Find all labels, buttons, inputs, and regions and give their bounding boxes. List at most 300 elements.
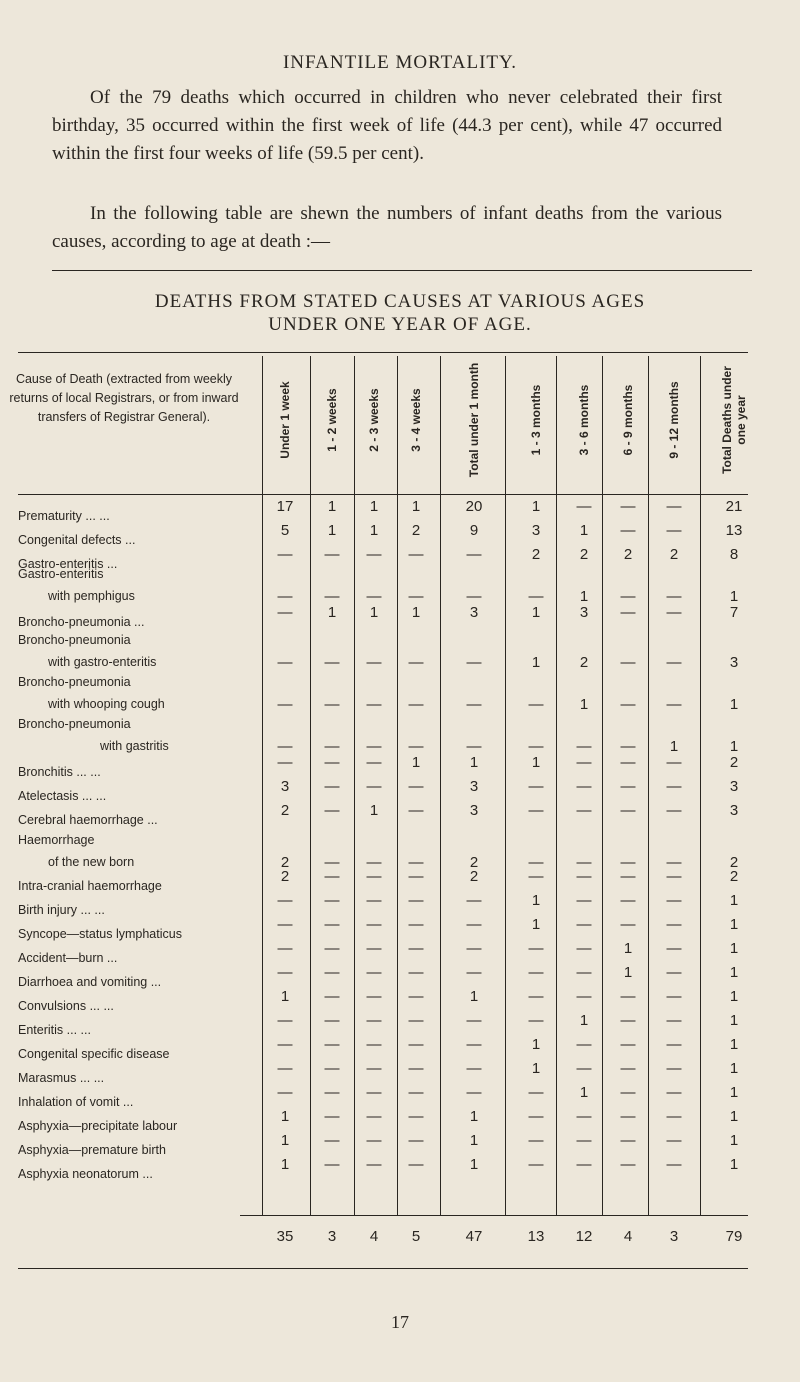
table-cell: — bbox=[666, 868, 682, 885]
cause-label-line1: Prematurity ... ... bbox=[18, 509, 110, 523]
table-cell: — bbox=[324, 754, 340, 771]
table-cell: — bbox=[466, 696, 482, 713]
table-cell: 1 bbox=[579, 696, 589, 713]
cause-label-line1: Asphyxia neonatorum ... bbox=[18, 1167, 153, 1181]
cause-label bbox=[18, 832, 258, 870]
table-cell: — bbox=[666, 988, 682, 1005]
table-cell: 1 bbox=[369, 604, 379, 621]
table-cell: 1 bbox=[411, 498, 421, 515]
table-cell: 1 bbox=[729, 916, 739, 933]
total-cell: 5 bbox=[411, 1228, 421, 1245]
table-cell: — bbox=[466, 654, 482, 671]
table-cell: — bbox=[620, 802, 636, 819]
table-cell: — bbox=[366, 754, 382, 771]
cause-label-line1: Cerebral haemorrhage ... bbox=[18, 813, 158, 827]
cause-label-line2: with whooping cough bbox=[48, 697, 165, 711]
table-cell: 8 bbox=[729, 546, 739, 563]
table-cell: — bbox=[576, 754, 592, 771]
table-cell: — bbox=[528, 696, 544, 713]
header-bottom-rule bbox=[18, 494, 748, 495]
table-cell: — bbox=[408, 1036, 424, 1053]
table-cell: 20 bbox=[465, 498, 483, 515]
table-cell: — bbox=[277, 916, 293, 933]
table-cell: — bbox=[666, 892, 682, 909]
table-cell: — bbox=[620, 1060, 636, 1077]
table-cell: — bbox=[277, 696, 293, 713]
col-total-under-1-month-header bbox=[462, 350, 486, 490]
table-cell: — bbox=[277, 1060, 293, 1077]
table-cell: — bbox=[277, 754, 293, 771]
table-cell: — bbox=[620, 696, 636, 713]
table-cell: — bbox=[620, 588, 636, 605]
table-cell: 3 bbox=[469, 802, 479, 819]
cause-column-header: Cause of Death (extracted from weekly returns of local Registrars, or from inward transfers of Registrar General). bbox=[9, 372, 239, 424]
table-cell: — bbox=[528, 1156, 544, 1173]
table-cell: 1 bbox=[669, 738, 679, 755]
table-cell: — bbox=[528, 738, 544, 755]
table-cell: — bbox=[576, 868, 592, 885]
table-cell: — bbox=[528, 778, 544, 795]
column-divider bbox=[505, 356, 506, 1216]
cause-label bbox=[18, 788, 258, 804]
table-cell: — bbox=[620, 754, 636, 771]
cause-label bbox=[18, 674, 258, 712]
table-cell: 1 bbox=[280, 1132, 290, 1149]
total-cell: 79 bbox=[725, 1228, 743, 1245]
table-cell: — bbox=[408, 1132, 424, 1149]
column-divider bbox=[440, 356, 441, 1216]
table-cell: 1 bbox=[729, 696, 739, 713]
table-cell: — bbox=[324, 802, 340, 819]
cause-label-line1: Bronchitis ... ... bbox=[18, 765, 101, 779]
table-cell: — bbox=[366, 854, 382, 871]
table-cell: 2 bbox=[280, 802, 290, 819]
table-cell: 1 bbox=[280, 988, 290, 1005]
table-cell: — bbox=[666, 916, 682, 933]
col-6-9-months-label: 6 - 9 months bbox=[621, 384, 635, 456]
total-cell: 4 bbox=[623, 1228, 633, 1245]
cause-label-line2: with gastro-enteritis bbox=[48, 655, 157, 669]
table-cell: — bbox=[366, 964, 382, 981]
table-cell: — bbox=[666, 588, 682, 605]
table-cell: 1 bbox=[623, 964, 633, 981]
col-2-3-weeks-label: 2 - 3 weeks bbox=[367, 388, 381, 452]
table-cell: 1 bbox=[369, 802, 379, 819]
table-cell: — bbox=[324, 588, 340, 605]
cause-label bbox=[18, 974, 258, 990]
table-cell: — bbox=[408, 964, 424, 981]
table-cell: 3 bbox=[729, 778, 739, 795]
table-cell: — bbox=[366, 868, 382, 885]
table-cell: 1 bbox=[531, 604, 541, 621]
col-1-2-weeks-label: 1 - 2 weeks bbox=[325, 388, 339, 452]
table-cell: — bbox=[277, 604, 293, 621]
table-cell: — bbox=[366, 588, 382, 605]
table-cell: — bbox=[666, 1012, 682, 1029]
cause-label bbox=[18, 508, 258, 524]
table-cell: 1 bbox=[729, 1156, 739, 1173]
table-cell: — bbox=[576, 964, 592, 981]
table-cell: — bbox=[408, 802, 424, 819]
table-cell: — bbox=[576, 802, 592, 819]
table-cell: — bbox=[366, 988, 382, 1005]
table-cell: — bbox=[620, 522, 636, 539]
col-3-4-weeks-label: 3 - 4 weeks bbox=[409, 388, 423, 452]
cause-label bbox=[18, 812, 258, 828]
table-cell: — bbox=[666, 1156, 682, 1173]
cause-label bbox=[18, 926, 258, 942]
table-cell: — bbox=[528, 588, 544, 605]
table-cell: — bbox=[408, 778, 424, 795]
table-intro-paragraph: In the following table are shewn the numbers of infant deaths from the various causes, according to age at death :— bbox=[52, 203, 722, 252]
table-cell: 2 bbox=[579, 654, 589, 671]
cause-label bbox=[18, 632, 258, 670]
table-cell: 1 bbox=[729, 738, 739, 755]
page-number: 17 bbox=[391, 1312, 409, 1332]
table-cell: 1 bbox=[531, 1036, 541, 1053]
table-cell: — bbox=[408, 940, 424, 957]
table-cell: — bbox=[324, 778, 340, 795]
table-cell: — bbox=[408, 738, 424, 755]
table-title-line2: UNDER ONE YEAR OF AGE. bbox=[268, 314, 532, 335]
table-cell: 2 bbox=[469, 868, 479, 885]
table-cell: — bbox=[408, 1060, 424, 1077]
table-cell: — bbox=[408, 1108, 424, 1125]
table-cell: 3 bbox=[729, 654, 739, 671]
table-cell: — bbox=[277, 1036, 293, 1053]
table-cell: 1 bbox=[579, 1084, 589, 1101]
table-cell: 1 bbox=[729, 1084, 739, 1101]
total-cell: 4 bbox=[369, 1228, 379, 1245]
table-cell: 9 bbox=[469, 522, 479, 539]
table-cell: 1 bbox=[327, 604, 337, 621]
col-under-1-week-header bbox=[273, 350, 297, 490]
cause-label-line1: Broncho-pneumonia ... bbox=[18, 615, 145, 629]
table-cell: — bbox=[366, 1156, 382, 1173]
table-cell: 3 bbox=[579, 604, 589, 621]
table-cell: — bbox=[366, 778, 382, 795]
table-cell: — bbox=[666, 654, 682, 671]
cause-label bbox=[18, 1094, 258, 1110]
cause-label-line1: Broncho-pneumonia bbox=[18, 717, 131, 731]
table-cell: — bbox=[528, 1132, 544, 1149]
cause-label bbox=[18, 1142, 258, 1158]
column-divider bbox=[700, 356, 701, 1216]
cause-label-line1: Enteritis ... ... bbox=[18, 1023, 91, 1037]
table-cell: — bbox=[366, 1108, 382, 1125]
table-cell: 1 bbox=[327, 498, 337, 515]
table-cell: — bbox=[466, 546, 482, 563]
table-cell: 1 bbox=[280, 1156, 290, 1173]
table-cell: — bbox=[324, 1108, 340, 1125]
table-cell: — bbox=[576, 738, 592, 755]
cause-label bbox=[18, 614, 258, 630]
cause-label-line1: Marasmus ... ... bbox=[18, 1071, 105, 1085]
table-cell: — bbox=[528, 1084, 544, 1101]
table-cell: 13 bbox=[725, 522, 743, 539]
table-cell: — bbox=[324, 964, 340, 981]
col-1-3-months-label: 1 - 3 months bbox=[529, 384, 543, 456]
table-cell: 1 bbox=[280, 1108, 290, 1125]
table-cell: — bbox=[666, 498, 682, 515]
cause-label bbox=[18, 566, 258, 604]
table-cell: — bbox=[620, 1036, 636, 1053]
table-cell: — bbox=[324, 696, 340, 713]
cause-label-line1: Haemorrhage bbox=[18, 833, 95, 847]
table-cell: — bbox=[408, 696, 424, 713]
table-cell: — bbox=[576, 498, 592, 515]
cause-label-line1: Birth injury ... ... bbox=[18, 903, 105, 917]
table-cell: — bbox=[408, 546, 424, 563]
table-cell: — bbox=[466, 1084, 482, 1101]
table-cell: — bbox=[366, 1084, 382, 1101]
cause-label-line1: Congenital specific disease bbox=[18, 1047, 170, 1061]
page-heading: INFANTILE MORTALITY. bbox=[282, 52, 518, 73]
cause-label bbox=[18, 1166, 258, 1182]
table-cell: 5 bbox=[280, 522, 290, 539]
table-cell: — bbox=[466, 964, 482, 981]
table-cell: 1 bbox=[729, 1012, 739, 1029]
cause-label-line1: Gastro-enteritis bbox=[18, 567, 104, 581]
cause-label bbox=[18, 532, 258, 548]
table-cell: — bbox=[277, 738, 293, 755]
table-cell: 1 bbox=[531, 892, 541, 909]
cause-label-line1: Convulsions ... ... bbox=[18, 999, 114, 1013]
cause-label bbox=[18, 902, 258, 918]
table-cell: — bbox=[620, 1012, 636, 1029]
table-cell: — bbox=[466, 738, 482, 755]
cause-label bbox=[18, 878, 258, 894]
table-cell: 1 bbox=[531, 916, 541, 933]
table-cell: — bbox=[620, 892, 636, 909]
table-cell: — bbox=[620, 854, 636, 871]
table-cell: — bbox=[576, 892, 592, 909]
col-3-6-months-label: 3 - 6 months bbox=[577, 384, 591, 456]
total-cell: 35 bbox=[276, 1228, 294, 1245]
table-cell: — bbox=[620, 916, 636, 933]
col-1-3-months-header bbox=[524, 350, 548, 490]
table-cell: — bbox=[324, 916, 340, 933]
col-1-2-weeks-header bbox=[320, 350, 344, 490]
table-cell: — bbox=[466, 940, 482, 957]
table-cell: 2 bbox=[669, 546, 679, 563]
table-cell: 21 bbox=[725, 498, 743, 515]
table-cell: — bbox=[620, 1132, 636, 1149]
table-cell: 1 bbox=[469, 754, 479, 771]
table-cell: — bbox=[324, 868, 340, 885]
table-cell: — bbox=[324, 1156, 340, 1173]
table-cell: — bbox=[528, 940, 544, 957]
table-cell: 1 bbox=[729, 1108, 739, 1125]
table-cell: — bbox=[324, 1084, 340, 1101]
cause-label-line1: Inhalation of vomit ... bbox=[18, 1095, 134, 1109]
table-cell: — bbox=[324, 854, 340, 871]
cause-label bbox=[18, 764, 258, 780]
table-cell: — bbox=[408, 868, 424, 885]
col-6-9-months-header bbox=[616, 350, 640, 490]
table-cell: — bbox=[408, 654, 424, 671]
table-cell: 1 bbox=[579, 522, 589, 539]
table-cell: — bbox=[666, 754, 682, 771]
table-cell: — bbox=[620, 604, 636, 621]
table-cell: — bbox=[277, 1084, 293, 1101]
cause-label-line1: Diarrhoea and vomiting ... bbox=[18, 975, 162, 989]
cause-label-line1: Asphyxia—premature birth bbox=[18, 1143, 166, 1157]
table-cell: — bbox=[620, 1108, 636, 1125]
table-cell: — bbox=[408, 854, 424, 871]
table-cell: — bbox=[620, 654, 636, 671]
table-cell: — bbox=[466, 1012, 482, 1029]
table-cell: — bbox=[408, 1084, 424, 1101]
table-cell: 2 bbox=[623, 546, 633, 563]
table-cell: 2 bbox=[469, 854, 479, 871]
total-cell: 3 bbox=[669, 1228, 679, 1245]
table-cell: 2 bbox=[729, 754, 739, 771]
col-3-6-months-header bbox=[572, 350, 596, 490]
col-9-12-months-label: 9 - 12 months bbox=[667, 381, 681, 459]
table-cell: — bbox=[576, 1108, 592, 1125]
table-cell: — bbox=[666, 1084, 682, 1101]
table-cell: — bbox=[620, 738, 636, 755]
table-cell: 7 bbox=[729, 604, 739, 621]
table-cell: 1 bbox=[579, 588, 589, 605]
table-cell: — bbox=[277, 964, 293, 981]
col-total-under-one-year-header bbox=[722, 350, 746, 490]
table-cell: 2 bbox=[280, 854, 290, 871]
cause-label-line2: of the new born bbox=[48, 855, 135, 869]
table-cell: 1 bbox=[531, 654, 541, 671]
table-cell: 2 bbox=[280, 868, 290, 885]
table-cell: — bbox=[324, 1012, 340, 1029]
table-cell: — bbox=[366, 892, 382, 909]
table-cell: — bbox=[620, 868, 636, 885]
cause-label bbox=[18, 1118, 258, 1134]
table-cell: — bbox=[324, 892, 340, 909]
table-cell: — bbox=[366, 940, 382, 957]
table-cell: 2 bbox=[411, 522, 421, 539]
table-cell: 1 bbox=[531, 1060, 541, 1077]
table-cell: 2 bbox=[579, 546, 589, 563]
cause-label-line2: with pemphigus bbox=[48, 589, 135, 603]
table-cell: — bbox=[576, 1036, 592, 1053]
table-cell: 3 bbox=[469, 604, 479, 621]
table-cell: — bbox=[576, 1132, 592, 1149]
cause-label bbox=[18, 950, 258, 966]
cause-label-line1: Syncope—status lymphaticus bbox=[18, 927, 182, 941]
cause-label bbox=[18, 716, 258, 754]
table-cell: — bbox=[466, 1036, 482, 1053]
col-total-under-1-month-label: Total under 1 month bbox=[467, 362, 481, 478]
cause-label-line1: Broncho-pneumonia bbox=[18, 675, 131, 689]
table-cell: 3 bbox=[469, 778, 479, 795]
table-cell: 2 bbox=[729, 868, 739, 885]
table-cell: 17 bbox=[276, 498, 294, 515]
cause-label-line1: Gastro-enteritis ... bbox=[18, 557, 118, 571]
table-cell: 1 bbox=[327, 522, 337, 539]
table-cell: — bbox=[620, 988, 636, 1005]
total-cell: 13 bbox=[527, 1228, 545, 1245]
col-2-3-weeks-header bbox=[362, 350, 386, 490]
table-cell: — bbox=[324, 988, 340, 1005]
cause-label-line1: Broncho-pneumonia bbox=[18, 633, 131, 647]
cause-label bbox=[18, 998, 258, 1014]
table-cell: 3 bbox=[531, 522, 541, 539]
table-cell: — bbox=[466, 1060, 482, 1077]
table-cell: — bbox=[528, 988, 544, 1005]
table-cell: — bbox=[528, 964, 544, 981]
table-cell: — bbox=[324, 1060, 340, 1077]
table-cell: — bbox=[666, 696, 682, 713]
table-cell: — bbox=[666, 522, 682, 539]
col-total-under-one-year-label: Total Deaths under one year bbox=[720, 366, 748, 474]
table-cell: 1 bbox=[729, 988, 739, 1005]
table-cell: — bbox=[620, 1084, 636, 1101]
table-cell: — bbox=[666, 1132, 682, 1149]
table-cell: — bbox=[408, 892, 424, 909]
table-cell: 3 bbox=[729, 802, 739, 819]
table-cell: 1 bbox=[623, 940, 633, 957]
table-cell: — bbox=[576, 1060, 592, 1077]
table-cell: — bbox=[576, 1156, 592, 1173]
cause-label-line1: Atelectasis ... ... bbox=[18, 789, 107, 803]
table-cell: — bbox=[528, 1108, 544, 1125]
table-cell: — bbox=[408, 1156, 424, 1173]
intro-paragraph: Of the 79 deaths which occurred in children who never celebrated their first birthday, 35 occurred within the first week of life (44.3 per cent), while 47 occurred within the first four weeks of life (59.5 per cent). bbox=[52, 87, 722, 164]
total-cell: 12 bbox=[575, 1228, 593, 1245]
table-cell: — bbox=[324, 546, 340, 563]
total-cell: 3 bbox=[327, 1228, 337, 1245]
cause-label-line2: with gastritis bbox=[100, 739, 169, 753]
totals-rule bbox=[240, 1215, 748, 1216]
table-cell: — bbox=[576, 854, 592, 871]
table-title-line1: DEATHS FROM STATED CAUSES AT VARIOUS AGES bbox=[154, 291, 646, 312]
table-cell: — bbox=[576, 778, 592, 795]
table-cell: 1 bbox=[469, 1108, 479, 1125]
table-cell: — bbox=[324, 738, 340, 755]
table-cell: — bbox=[366, 738, 382, 755]
table-cell: — bbox=[666, 1036, 682, 1053]
table-cell: 2 bbox=[729, 854, 739, 871]
table-cell: — bbox=[366, 654, 382, 671]
table-cell: — bbox=[666, 802, 682, 819]
table-cell: 1 bbox=[369, 498, 379, 515]
table-cell: — bbox=[466, 588, 482, 605]
table-cell: — bbox=[408, 1012, 424, 1029]
col-9-12-months-header bbox=[662, 350, 686, 490]
col-under-1-week-label: Under 1 week bbox=[278, 381, 292, 459]
table-cell: — bbox=[366, 1036, 382, 1053]
table-cell: 1 bbox=[729, 964, 739, 981]
table-cell: 2 bbox=[531, 546, 541, 563]
table-cell: 3 bbox=[280, 778, 290, 795]
table-cell: — bbox=[408, 916, 424, 933]
table-cell: — bbox=[366, 916, 382, 933]
cause-label bbox=[18, 1070, 258, 1086]
table-cell: — bbox=[576, 988, 592, 1005]
table-cell: — bbox=[528, 868, 544, 885]
table-cell: — bbox=[666, 778, 682, 795]
table-cell: — bbox=[466, 892, 482, 909]
table-cell: 1 bbox=[729, 588, 739, 605]
table-cell: 1 bbox=[729, 940, 739, 957]
table-cell: 1 bbox=[469, 988, 479, 1005]
table-cell: — bbox=[620, 498, 636, 515]
table-cell: — bbox=[666, 1108, 682, 1125]
cause-label-line1: Accident—burn ... bbox=[18, 951, 118, 965]
table-cell: — bbox=[324, 654, 340, 671]
table-cell: 1 bbox=[469, 1132, 479, 1149]
table-cell: 1 bbox=[469, 1156, 479, 1173]
